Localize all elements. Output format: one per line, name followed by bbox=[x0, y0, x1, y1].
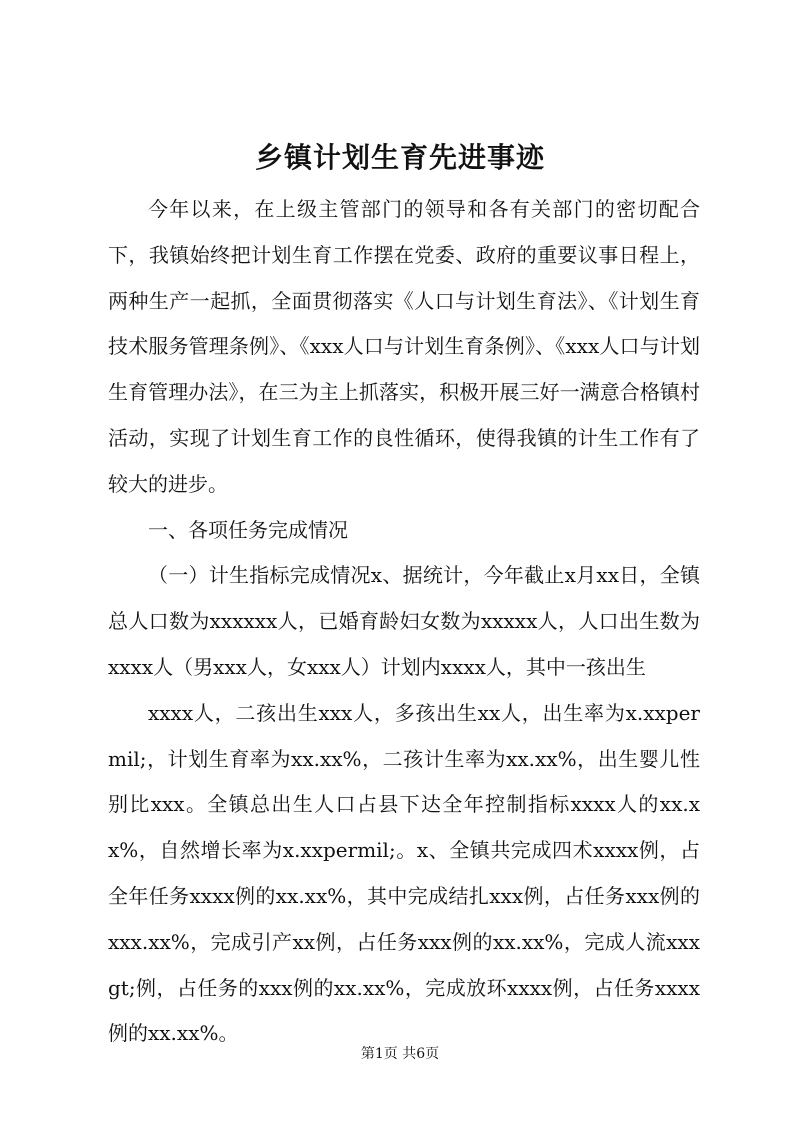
paragraph-indicators: （一）计生指标完成情况x、据统计，今年截止x月xx日，全镇总人口数为xxxxxx人，已婚育龄妇女数为xxxxx人，人口出生数为xxxx人（男xxx人，女xxx人）计划内xxxx人，其中一孩出生 bbox=[108, 563, 700, 679]
paragraph-intro: 今年以来，在上级主管部门的领导和各有关部门的密切配合下，我镇始终把计划生育工作摆在党委、政府的重要议事日程上，两种生产一起抓，全面贯彻落实《人口与计划生育法》、《计划生育技术服务管理条例》、《xxx人口与计划生育条例》、《xxx人口与计划生育管理办法》，在三为主上抓落实，积极开展三好一满意合格镇村活动，实现了计划生育工作的良性循环，使得我镇的计生工作有了较大的进步。 bbox=[108, 197, 700, 496]
document-title: 乡镇计划生育先进事迹 bbox=[254, 141, 545, 174]
section-heading: 一、各项任务完成情况 bbox=[148, 517, 348, 542]
document-body bbox=[108, 187, 700, 1057]
page-number-footer: 第1页 共6页 bbox=[360, 1046, 440, 1062]
paragraph-statistics: xxxx人，二孩出生xxx人，多孩出生xx人，出生率为x.xxpermil;，计划生育率为xx.xx%，二孩计生率为xx.xx%，出生婴儿性别比xxx。全镇总出生人口占县下达全年控制指标xxxx人的xx.xx%，自然增长率为x.xxpermil;。x、全镇共完成四术xxxx例，占全年任务xxxx例的xx.xx%，其中完成结扎xxx例，占任务xxx例的xxx.xx%，完成引产xx例，占任务xxx例的xx.xx%，完成人流xxxgt;例，占任务的xxx例的xx.xx%，完成放环xxxx例，占任务xxxx例的xx.xx%。 bbox=[108, 700, 700, 1046]
